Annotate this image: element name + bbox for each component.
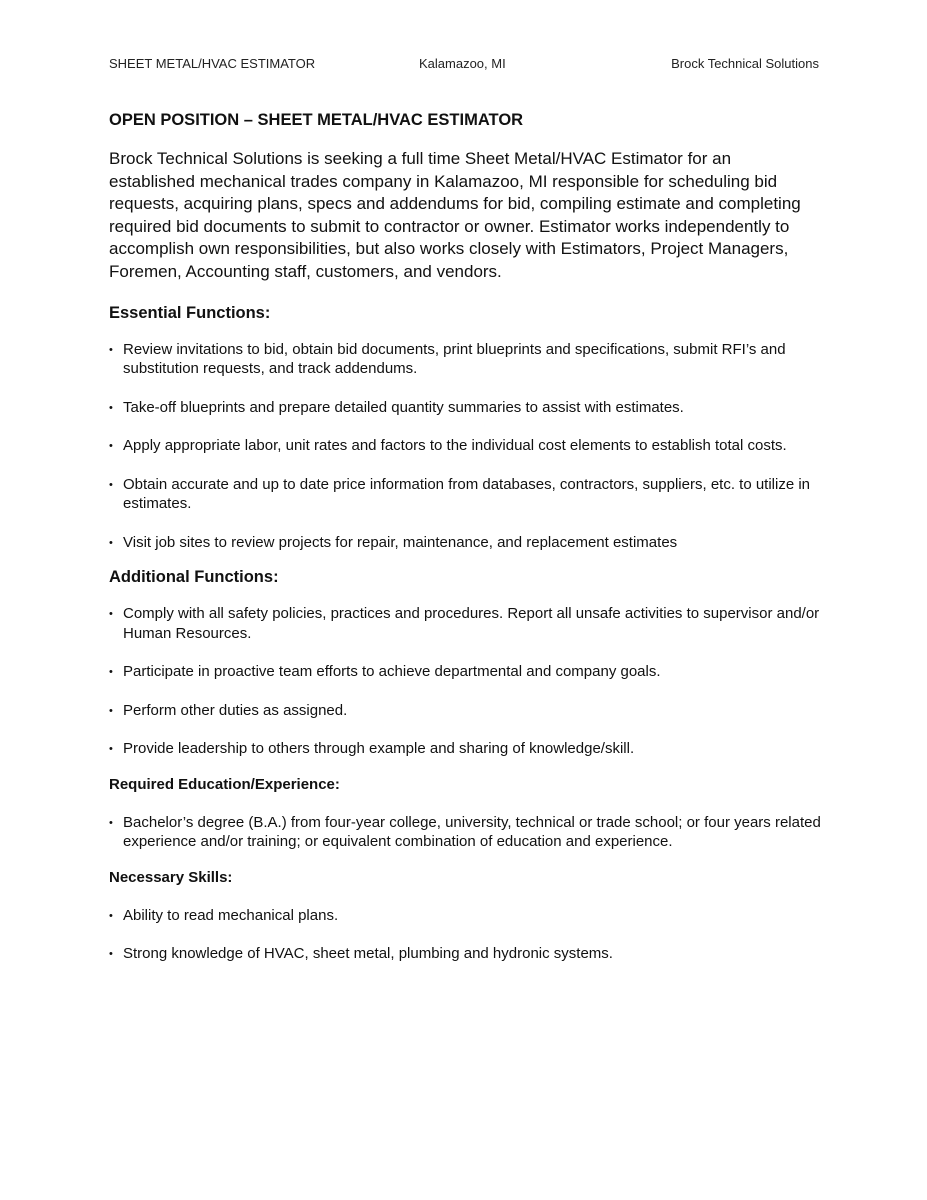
list-item: • Apply appropriate labor, unit rates and factors to the individual cost elements to establish total costs. [109, 436, 821, 456]
bullet-icon: • [109, 401, 113, 414]
document-title: OPEN POSITION – SHEET METAL/HVAC ESTIMATOR [109, 111, 524, 129]
bullet-icon: • [109, 909, 113, 922]
skills-heading: Necessary Skills: [109, 868, 233, 886]
document-body [109, 110, 821, 983]
list-item: • Visit job sites to review projects for repair, maintenance, and replacement estimates [109, 533, 821, 553]
list-item: • Provide leadership to others through example and sharing of knowledge/skill. [109, 739, 821, 759]
additional-functions-list [109, 604, 821, 759]
bullet-icon: • [109, 343, 113, 356]
header-job-title: SHEET METAL/HVAC ESTIMATOR [109, 56, 316, 71]
bullet-icon: • [109, 666, 113, 679]
list-item: • Strong knowledge of HVAC, sheet metal, plumbing and hydronic systems. [109, 944, 821, 964]
bullet-icon: • [109, 608, 113, 621]
bullet-icon: • [109, 816, 113, 829]
list-item: • Review invitations to bid, obtain bid documents, print blueprints and specifications, submit RFI’s and substitution requests, and track addendums. [109, 340, 786, 378]
education-list [109, 813, 821, 852]
essential-functions-heading: Essential Functions: [109, 303, 271, 322]
header-location: Kalamazoo, MI [419, 56, 506, 71]
skills-list [109, 906, 821, 964]
bullet-icon: • [109, 704, 113, 717]
list-item: • Comply with all safety policies, practices and procedures. Report all unsafe activities to supervisor and/or Human Resources. [109, 605, 820, 642]
bullet-icon: • [109, 743, 113, 756]
list-item: • Obtain accurate and up to date price information from databases, contractors, suppliers, etc. to utilize in estimates. [109, 475, 811, 513]
bullet-icon: • [109, 440, 113, 453]
education-heading: Required Education/Experience: [109, 775, 340, 793]
bullet-icon: • [109, 948, 113, 961]
list-item: • Ability to read mechanical plans. [109, 906, 821, 926]
page-header [109, 55, 819, 73]
list-item: • Take-off blueprints and prepare detailed quantity summaries to assist with estimates. [109, 398, 821, 418]
intro-paragraph: Brock Technical Solutions is seeking a full time Sheet Metal/HVAC Estimator for an established mechanical trades company in Kalamazoo, MI responsible for scheduling bid requests, acquiring plans, specs and addendums for bid, compiling estimate and completing required bid documents to submit to contractor or owner. Estimator works independently to accomplish own responsibilities, but also works closely with Estimators, Project Managers, Foremen, Accounting staff, customers, and vendors. [109, 149, 801, 281]
additional-functions-heading: Additional Functions: [109, 568, 279, 587]
header-company: Brock Technical Solutions [671, 56, 819, 71]
list-item: • Participate in proactive team efforts to achieve departmental and company goals. [109, 662, 821, 682]
list-item: • Perform other duties as assigned. [109, 701, 821, 721]
essential-functions-list [109, 340, 821, 553]
bullet-icon: • [109, 536, 113, 549]
list-item: • Bachelor’s degree (B.A.) from four-year college, university, technical or trade school; or four years related experience and/or training; or equivalent combination of education and experience. [109, 813, 821, 851]
bullet-icon: • [109, 478, 113, 491]
